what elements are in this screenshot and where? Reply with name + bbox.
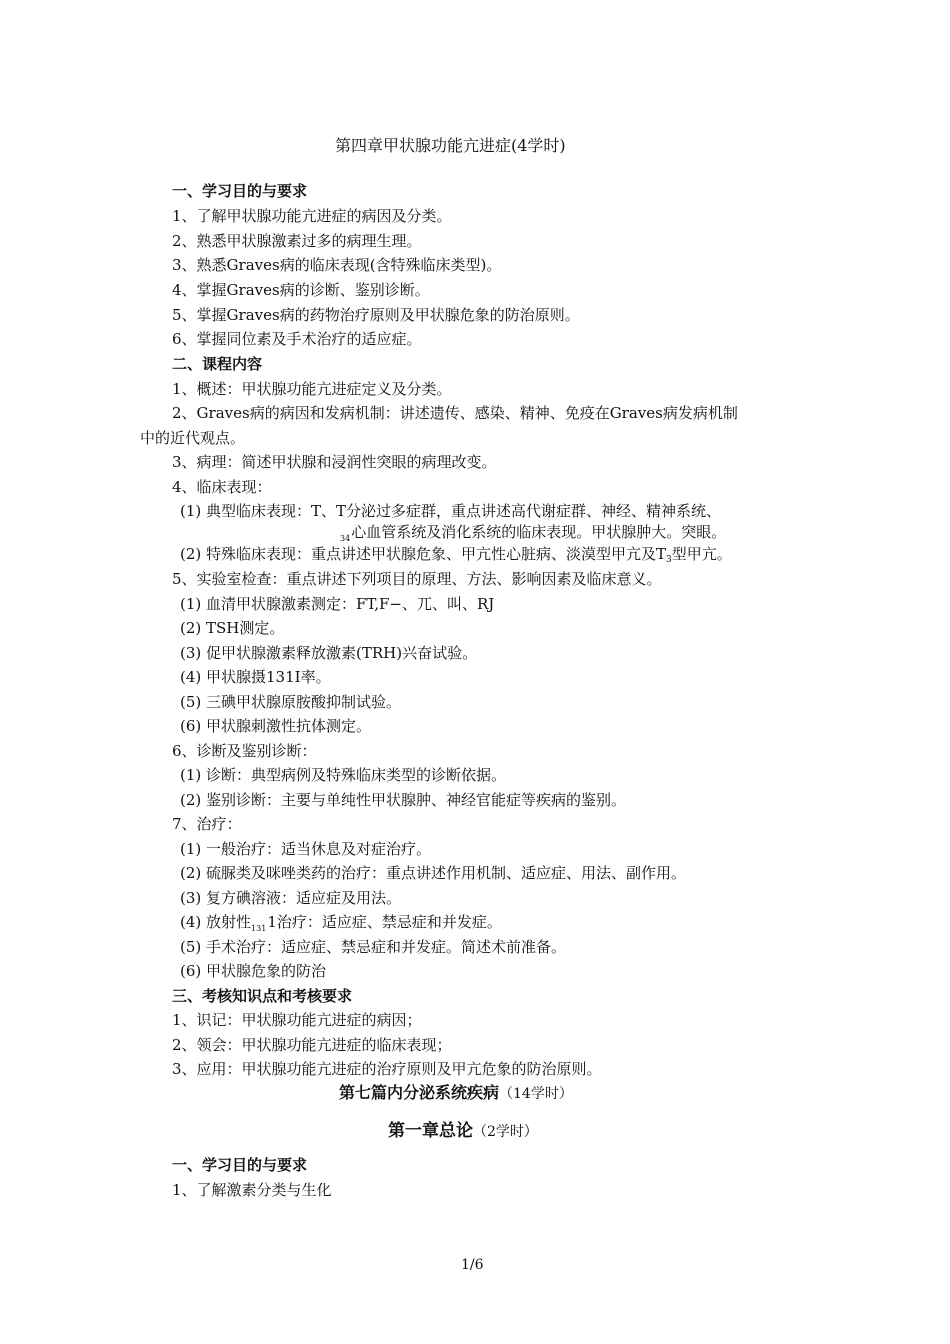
lab-item: (6) 甲状腺刺激性抗体测定。 [180, 717, 372, 735]
content-text: 型甲亢。 [671, 545, 732, 563]
content-line [180, 543, 732, 571]
content-line: 中的近代观点。 [140, 429, 246, 447]
subscript-text: 3 [666, 555, 672, 565]
objective-item: 1、了解甲状腺功能亢进症的病因及分类。 [172, 207, 452, 225]
assessment-item: 2、领会：甲状腺功能亢进症的临床表现； [172, 1036, 452, 1054]
objective-item: 4、掌握Graves病的诊断、鉴别诊断。 [172, 281, 430, 299]
part7-title [339, 1082, 573, 1105]
objective-item: 2、熟悉甲状腺激素过多的病理生理。 [172, 232, 422, 250]
lab-item: (4) 甲状腺摄131I率。 [180, 668, 331, 686]
content-line: 5、实验室检查：重点讲述下列项目的原理、方法、影响因素及临床意义。 [172, 570, 662, 588]
content-line: 3、病理：简述甲状腺和浸润性突眼的病理改变。 [172, 453, 497, 471]
part7-hours: （14学时） [499, 1086, 573, 1102]
lab-item: (1) 血清甲状腺激素测定：FT,F−、兀、叫、RJ [180, 595, 495, 613]
content-line: 6、诊断及鉴别诊断： [172, 742, 317, 760]
content-text: (4) 放射性 [180, 913, 252, 931]
content-line: 4、临床表现： [172, 478, 272, 496]
diagnosis-item: (1) 诊断：典型病例及特殊临床类型的诊断依据。 [180, 766, 507, 784]
part7-title-text: 第七篇内分泌系统疾病 [339, 1083, 500, 1102]
lab-item: (3) 促甲状腺激素释放激素(TRH)兴奋试验。 [180, 644, 478, 662]
treatment-item: (2) 硫脲类及咪唑类药的治疗：重点讲述作用机制、适应症、用法、副作用。 [180, 864, 687, 882]
objective-item: 5、掌握Graves病的药物治疗原则及甲状腺危象的防治原则。 [172, 306, 580, 324]
page-number: 1/6 [461, 1257, 484, 1273]
subscript-text: 34 [340, 534, 351, 543]
content-text: 1治疗：适应症、禁忌症和并发症。 [267, 913, 502, 931]
content-line: 1、概述：甲状腺功能亢进症定义及分类。 [172, 380, 452, 398]
content-text: 心血管系统及消化系统的临床表现。甲状腺肿大。突眼。 [351, 523, 727, 541]
objective-item: 6、掌握同位素及手术治疗的适应症。 [172, 330, 422, 348]
content-line: (1) 典型临床表现：T、T分泌过多症群，重点讲述高代谢症群、神经、精神系统、 [180, 502, 722, 520]
assessment-item: 3、应用：甲状腺功能亢进症的治疗原则及甲亢危象的防治原则。 [172, 1060, 602, 1078]
treatment-item: (6) 甲状腺危象的防治 [180, 962, 327, 980]
treatment-item: (3) 复方碘溶液：适应症及用法。 [180, 889, 402, 907]
chapter1-title-text: 第一章总论 [388, 1121, 473, 1141]
chapter4-section1-heading: 一、学习目的与要求 [172, 182, 308, 200]
chapter4-section3-heading: 三、考核知识点和考核要求 [172, 987, 353, 1005]
content-text: (2) 特殊临床表现：重点讲述甲状腺危象、甲亢性心脏病、淡漠型甲亢及T [180, 545, 667, 563]
chapter4-section2-heading: 二、课程内容 [172, 355, 263, 373]
diagnosis-item: (2) 鉴别诊断：主要与单纯性甲状腺肿、神经官能症等疾病的鉴别。 [180, 791, 627, 809]
treatment-item: (1) 一般治疗：适当休息及对症治疗。 [180, 840, 432, 858]
assessment-item: 1、识记：甲状腺功能亢进症的病因； [172, 1011, 422, 1029]
lab-item: (5) 三碘甲状腺原胺酸抑制试验。 [180, 693, 402, 711]
objective-item: 3、熟悉Graves病的临床表现(含特殊临床类型)。 [172, 256, 502, 274]
chapter4-title: 第四章甲状腺功能亢进症(4学时) [335, 136, 566, 155]
treatment-item: (5) 手术治疗：适应症、禁忌症和并发症。简述术前准备。 [180, 938, 567, 956]
content-line: 7、治疗： [172, 815, 242, 833]
chapter1-title [388, 1120, 538, 1143]
objective-item: 1、了解激素分类与生化 [172, 1181, 332, 1199]
content-line: 2、Graves病的病因和发病机制：讲述遗传、感染、精神、免疫在Graves病发病机制 [172, 404, 738, 422]
subscript-text: 131 [251, 924, 267, 933]
lab-item: (2) TSH测定。 [180, 619, 285, 637]
chapter1-section1-heading: 一、学习目的与要求 [172, 1156, 308, 1174]
chapter1-hours: （2学时） [473, 1124, 538, 1140]
